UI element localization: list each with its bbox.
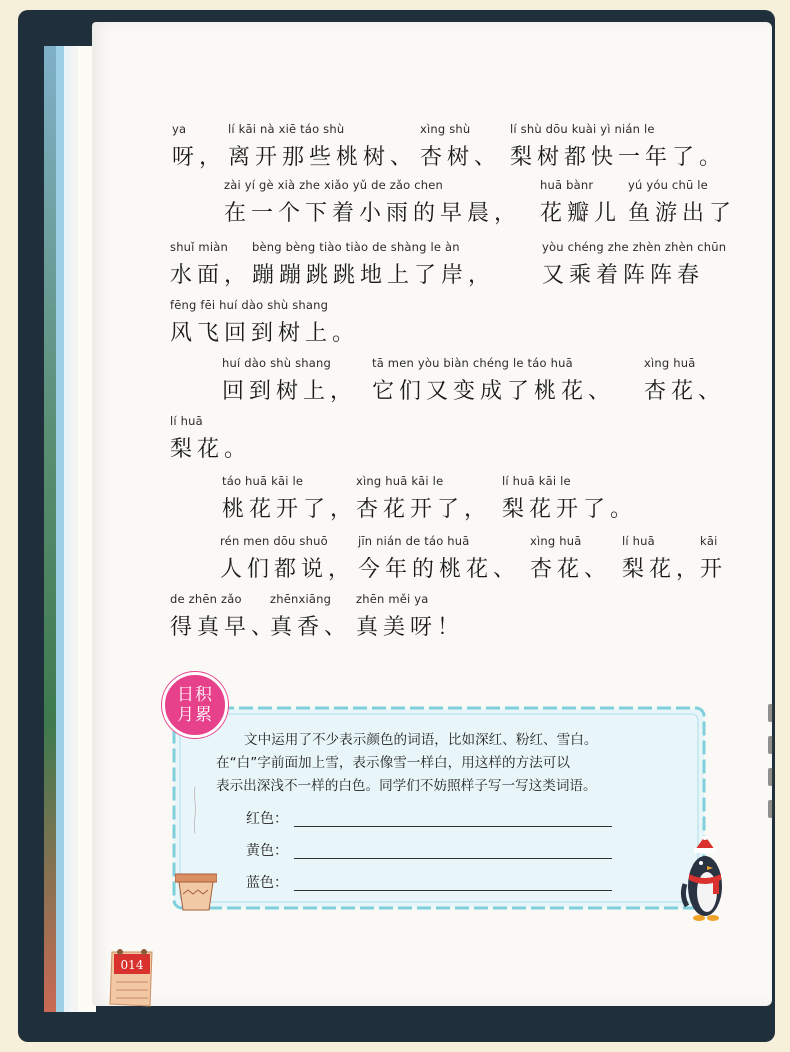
pinyin: xìng huā kāi le xyxy=(356,474,444,488)
hanzi: 杏花、 xyxy=(530,557,612,582)
pinyin: zhēn měi ya xyxy=(356,592,429,606)
answer-line[interactable] xyxy=(294,826,612,827)
pinyin: zài yí gè xià zhe xiǎo yǔ de zǎo chen xyxy=(224,178,444,192)
pinyin: xìng huā xyxy=(530,534,582,548)
hanzi: 花瓣儿 xyxy=(540,201,622,226)
pinyin: shuǐ miàn xyxy=(170,240,228,254)
page-number-tag xyxy=(106,946,158,1012)
hanzi: 杏树、 xyxy=(420,145,502,170)
answer-line[interactable] xyxy=(294,858,612,859)
pinyin: yòu chéng zhe zhèn zhèn chūn xyxy=(542,240,727,254)
pinyin: bèng bèng tiào tiào de shàng le àn xyxy=(252,240,460,254)
pinyin: táo huā kāi le xyxy=(222,474,304,488)
hanzi: 蹦蹦跳跳地上了岸， xyxy=(252,263,496,288)
pinyin: huí dào shù shang xyxy=(222,356,332,370)
hanzi: 梨花， xyxy=(622,557,704,582)
hanzi: 鱼游出了 xyxy=(628,201,737,226)
pinyin: xìng shù xyxy=(420,122,471,136)
badge-line-1: 日积 xyxy=(177,685,213,705)
hanzi: 得真早、 xyxy=(170,615,279,640)
hanzi: 在一个下着小雨的早晨， xyxy=(224,201,522,226)
hanzi: 水面， xyxy=(170,263,252,288)
hanzi: 人们都说， xyxy=(220,557,356,582)
box-paragraph xyxy=(216,729,696,798)
pinyin: jīn nián de táo huā xyxy=(358,534,470,548)
badge-line-2: 月累 xyxy=(177,705,213,725)
hanzi: 回到树上， xyxy=(222,379,358,404)
hanzi: 梨花。 xyxy=(170,437,252,462)
pinyin: lí huā xyxy=(170,414,203,428)
hanzi: 开 xyxy=(700,557,728,582)
next-page-edge xyxy=(760,690,780,890)
hanzi: 梨花开了。 xyxy=(502,497,638,522)
box-paragraph-line: 在“白”字前面加上雪，表示像雪一样白，用这样的方法可以 xyxy=(216,755,570,771)
penguin-icon xyxy=(677,836,733,922)
pinyin: zhēnxiāng xyxy=(270,592,332,606)
hanzi: 又乘着阵阵春 xyxy=(542,263,705,288)
pinyin: lí shù dōu kuài yì nián le xyxy=(510,122,655,136)
pinyin: kāi xyxy=(700,534,718,548)
pinyin: yú yóu chū le xyxy=(628,178,708,192)
box-paragraph-line: 文中运用了不少表示颜色的词语，比如深红、粉红、雪白。 xyxy=(244,732,598,748)
pinyin: rén men dōu shuō xyxy=(220,534,328,548)
hanzi: 桃花开了， xyxy=(222,497,358,522)
pinyin: huā bànr xyxy=(540,178,594,192)
hanzi: 梨树都快一年了。 xyxy=(510,145,727,170)
fill-label: 蓝色： xyxy=(246,875,288,891)
pinyin: fēng fēi huí dào shù shang xyxy=(170,298,329,312)
pinyin: de zhēn zǎo xyxy=(170,592,242,606)
hanzi: 真香、 xyxy=(270,615,352,640)
pinyin: lí huā kāi le xyxy=(502,474,571,488)
hanzi: 呀， xyxy=(172,145,227,170)
book-page-edges xyxy=(44,46,96,1012)
pinyin: tā men yòu biàn chéng le táo huā xyxy=(372,356,573,370)
hanzi: 杏花开了， xyxy=(356,497,492,522)
hanzi: 风飞回到树上。 xyxy=(170,321,360,346)
pinyin: lí huā xyxy=(622,534,655,548)
page-number: 014 xyxy=(120,958,144,972)
hanzi: 离开那些桃树、 xyxy=(228,145,418,170)
pinyin: xìng huā xyxy=(644,356,696,370)
hanzi: 它们又变成了桃花、 xyxy=(372,379,616,404)
pinyin: lí kāi nà xiē táo shù xyxy=(228,122,345,136)
hanzi: 真美呀！ xyxy=(356,615,465,640)
hanzi: 杏花、 xyxy=(644,379,726,404)
answer-line[interactable] xyxy=(294,890,612,891)
hanzi: 今年的桃花、 xyxy=(358,557,521,582)
pinyin: ya xyxy=(172,122,187,136)
fill-label: 红色： xyxy=(246,811,288,827)
box-paragraph-line: 表示出深浅不一样的白色。同学们不妨照样子写一写这类词语。 xyxy=(216,778,597,794)
balloon-string xyxy=(194,740,196,880)
fill-label: 黄色： xyxy=(246,843,288,859)
flowerpot-icon xyxy=(175,870,217,912)
